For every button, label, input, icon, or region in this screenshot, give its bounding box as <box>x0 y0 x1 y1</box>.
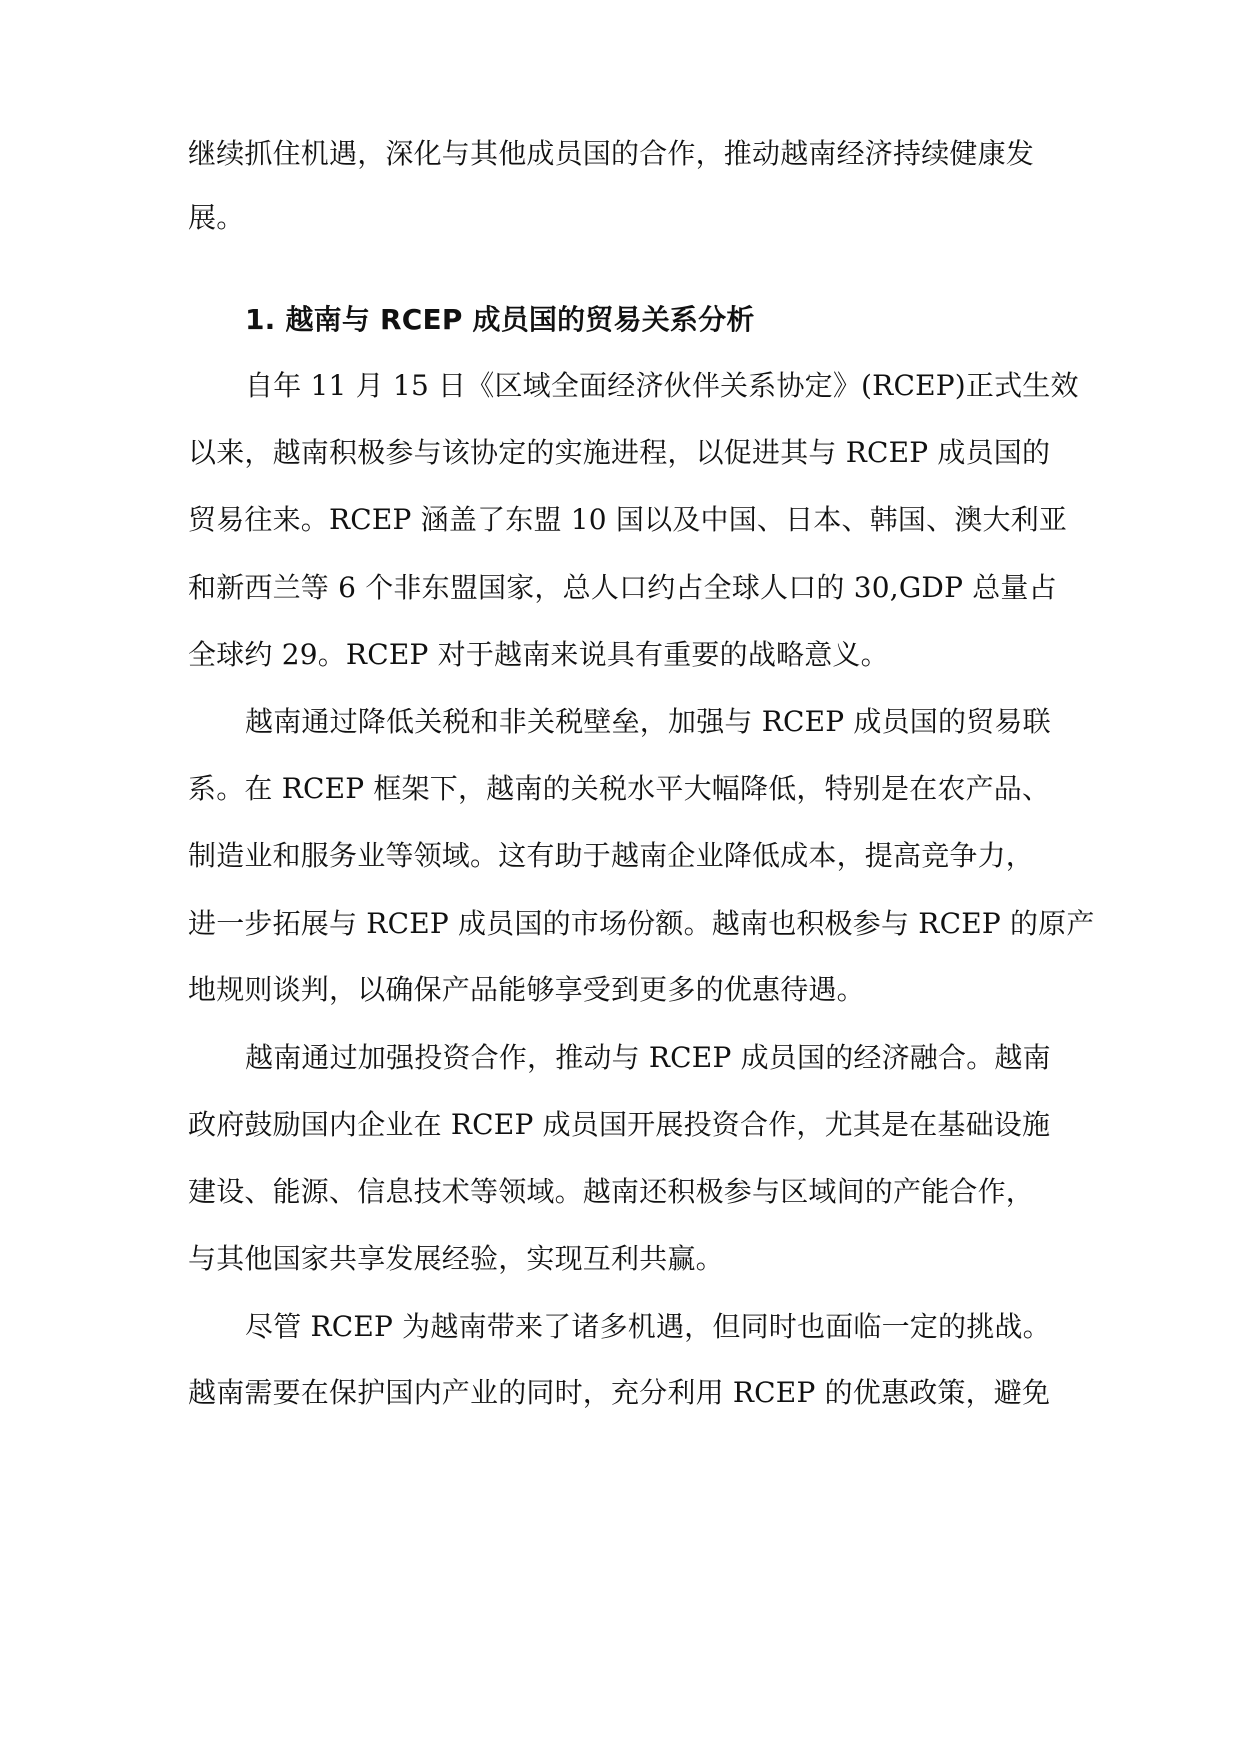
intro-line-2: 展。 <box>188 201 245 234</box>
paragraph-4-line-1: 尽管 RCEP 为越南带来了诸多机遇，但同时也面临一定的挑战。 <box>245 1310 1051 1343</box>
paragraph-4-line-2: 越南需要在保护国内产业的同时，充分利用 RCEP 的优惠政策，避免 <box>188 1376 1051 1409</box>
paragraph-1-line-4: 和新西兰等 6 个非东盟国家，总人口约占全球人口的 30,GDP 总量占 <box>188 571 1057 604</box>
intro-line-1: 继续抓住机遇，深化与其他成员国的合作，推动越南经济持续健康发 <box>188 137 1035 170</box>
paragraph-3-line-2: 政府鼓励国内企业在 RCEP 成员国开展投资合作，尤其是在基础设施 <box>188 1108 1051 1141</box>
section-heading: 1. 越南与 RCEP 成员国的贸易关系分析 <box>245 303 755 336</box>
paragraph-2-line-5: 地规则谈判，以确保产品能够享受到更多的优惠待遇。 <box>188 973 865 1006</box>
paragraph-1-line-5: 全球约 29。RCEP 对于越南来说具有重要的战略意义。 <box>188 638 889 671</box>
paragraph-2-line-1: 越南通过降低关税和非关税壁垒，加强与 RCEP 成员国的贸易联 <box>245 705 1051 738</box>
paragraph-1-line-2: 以来，越南积极参与该协定的实施进程，以促进其与 RCEP 成员国的 <box>188 436 1051 469</box>
paragraph-2-line-2: 系。在 RCEP 框架下，越南的关税水平大幅降低，特别是在农产品、 <box>188 772 1051 805</box>
paragraph-1-line-1: 自年 11 月 15 日《区域全面经济伙伴关系协定》(RCEP)正式生效 <box>245 369 1079 402</box>
paragraph-3-line-3: 建设、能源、信息技术等领域。越南还积极参与区域间的产能合作， <box>188 1175 1035 1208</box>
paragraph-2-line-4: 进一步拓展与 RCEP 成员国的市场份额。越南也积极参与 RCEP 的原产 <box>188 907 1095 940</box>
paragraph-1-line-3: 贸易往来。RCEP 涵盖了东盟 10 国以及中国、日本、韩国、澳大利亚 <box>188 503 1068 536</box>
paragraph-2-line-3: 制造业和服务业等领域。这有助于越南企业降低成本，提高竞争力， <box>188 839 1035 872</box>
paragraph-3-line-1: 越南通过加强投资合作，推动与 RCEP 成员国的经济融合。越南 <box>245 1041 1051 1074</box>
paragraph-3-line-4: 与其他国家共享发展经验，实现互利共赢。 <box>188 1242 724 1275</box>
